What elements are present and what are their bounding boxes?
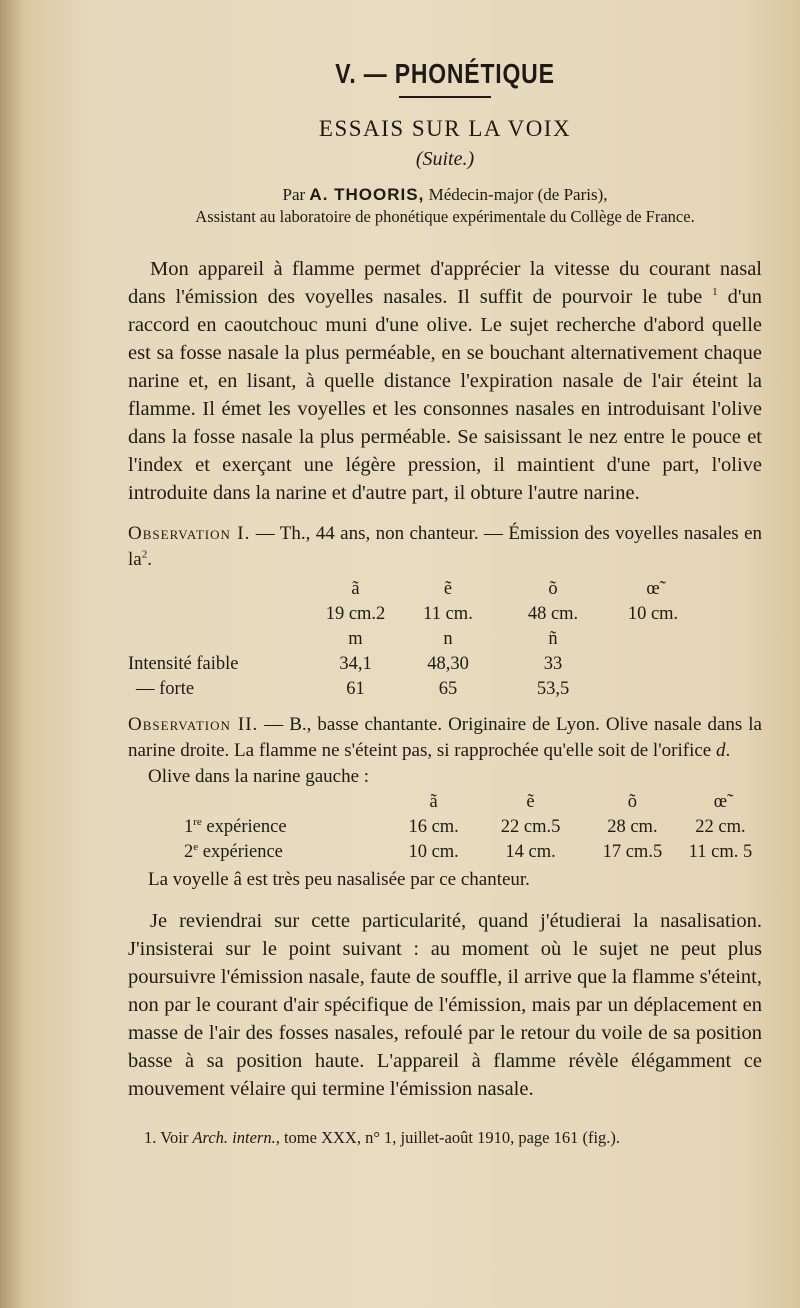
essay-subtitle: (Suite.): [415, 148, 475, 170]
observation-2-heading: Observation II. — B., basse chantante. Originaire de Lyon. Olive nasale dans la narine droite. La flamme ne s'éteint pas, si rapprochée qu'elle soit de l'orifice d.: [128, 714, 762, 761]
observation-1-label: Observation I.: [128, 523, 251, 544]
value-cell: 11 cm. 5: [688, 842, 753, 862]
vowel-cell: ẽ: [443, 579, 453, 599]
vowel-cell: ẽ: [526, 792, 535, 812]
page-edge-shadow: [0, 0, 24, 1308]
table-row: [128, 627, 693, 652]
olive-gauche-line: Olive dans la narine gauche :: [148, 766, 370, 787]
byline-prefix: Par: [282, 185, 306, 204]
table-row: [128, 652, 693, 677]
row-label: — forte: [136, 679, 195, 699]
observation-2-conclusion: La voyelle â est très peu nasalisée par ce chanteur.: [148, 869, 530, 890]
observation-2-table: [168, 790, 762, 865]
value-cell: 28 cm.: [607, 817, 658, 837]
vowel-cell: õ: [548, 579, 558, 599]
byline: [128, 185, 762, 205]
distance-cell: 19 cm.2: [325, 604, 386, 624]
value-cell: 14 cm.: [505, 842, 556, 862]
vowel-cell: õ: [627, 792, 638, 812]
observation-2-label: Observation II.: [128, 714, 259, 735]
value-cell: 10 cm.: [408, 842, 459, 862]
footnote-journal: Arch. intern.: [192, 1128, 276, 1147]
vowel-cell: œ̃: [713, 792, 728, 812]
table-row: [168, 815, 762, 840]
table-row: [128, 577, 693, 602]
value-cell: 53,5: [536, 679, 570, 699]
observation-1-table: [128, 577, 693, 702]
experience-label: 1re expérience: [184, 815, 287, 837]
table-row: [168, 790, 762, 815]
paragraph-2: Je reviendrai sur cette particularité, quand j'étudierai la nasalisation. J'insisterai sur le point suivant : au moment où le sujet ne peut plus poursuivre l'émission nasale, faute de souffle, il arrive que la flamme s'éteint, non par le courant d'air spécifique de l'émission, mais par un déplacement en masse de l'air des fosses nasales, refoulé par le retour du voile de sa position basse à sa position haute. L'appareil à flamme révèle élégamment ce mouvement vélaire qui termine l'émission nasale.: [128, 910, 762, 1100]
footnote-mark: 1: [712, 286, 718, 299]
consonant-cell: ñ: [548, 629, 558, 649]
distance-cell: 11 cm.: [423, 604, 473, 624]
vowel-cell: ã: [351, 579, 360, 599]
table-row: [168, 840, 762, 865]
paragraph-1: Mon appareil à flamme permet d'apprécier la vitesse du courant nasal dans l'émission des voyelles nasales. Il suffit de pourvoir le tube $^1$ d'un raccord en caoutchouc muni d'une olive. Le sujet recherche d'abord quelle est sa fosse nasale la plus perméable, en se bouchant alternativement chaque narine et, en lisant, à quelle distance l'expiration nasale de l'air éteint la flamme. Il émet les voyelles et les consonnes nasales en introduisant l'olive dans la fosse nasale la plus perméable. Se saisissant le nez entre le pouce et l'index et exerçant une légère pression, il maintient d'une part, l'olive introduite dans la narine et d'autre part, il obture l'autre narine.: [128, 258, 763, 504]
vowel-cell: œ̃: [646, 579, 660, 599]
title-rule: [399, 96, 491, 98]
value-cell: 48,30: [427, 654, 469, 674]
consonant-cell: m: [348, 629, 363, 649]
value-cell: 34,1: [339, 654, 372, 674]
table-row: [128, 602, 693, 627]
footnote: 1. Voir Arch. intern., tome XXX, n° 1, juillet-août 1910, page 161 (fig.).: [144, 1128, 621, 1147]
distance-cell: 48 cm.: [527, 604, 579, 624]
consonant-cell: n: [443, 629, 453, 649]
value-cell: 16 cm.: [408, 817, 459, 837]
value-cell: 22 cm.5: [500, 817, 561, 837]
value-cell: 22 cm.: [695, 817, 746, 837]
value-cell: 33: [543, 654, 563, 674]
row-label: Intensité faible: [128, 654, 239, 674]
author-name: A. THOORIS,: [309, 185, 425, 204]
author-affiliation: Assistant au laboratoire de phonétique expérimentale du Collège de France.: [195, 207, 695, 226]
author-role: Médecin-major (de Paris),: [428, 185, 608, 204]
vowel-cell: ã: [429, 792, 438, 812]
distance-cell: 10 cm.: [627, 604, 679, 624]
observation-1-heading: Observation I. — Th., 44 ans, non chanteur. — Émission des voyelles nasales en $la^2$.: [128, 523, 763, 570]
value-cell: 17 cm.5: [602, 842, 663, 862]
experience-label: 2e expérience: [184, 840, 283, 862]
value-cell: 61: [346, 679, 365, 699]
value-cell: 65: [438, 679, 458, 699]
table-row: [128, 677, 693, 702]
essay-title: ESSAIS SUR LA VOIX: [318, 116, 572, 141]
section-title: V. — PHONÉTIQUE: [335, 58, 555, 89]
